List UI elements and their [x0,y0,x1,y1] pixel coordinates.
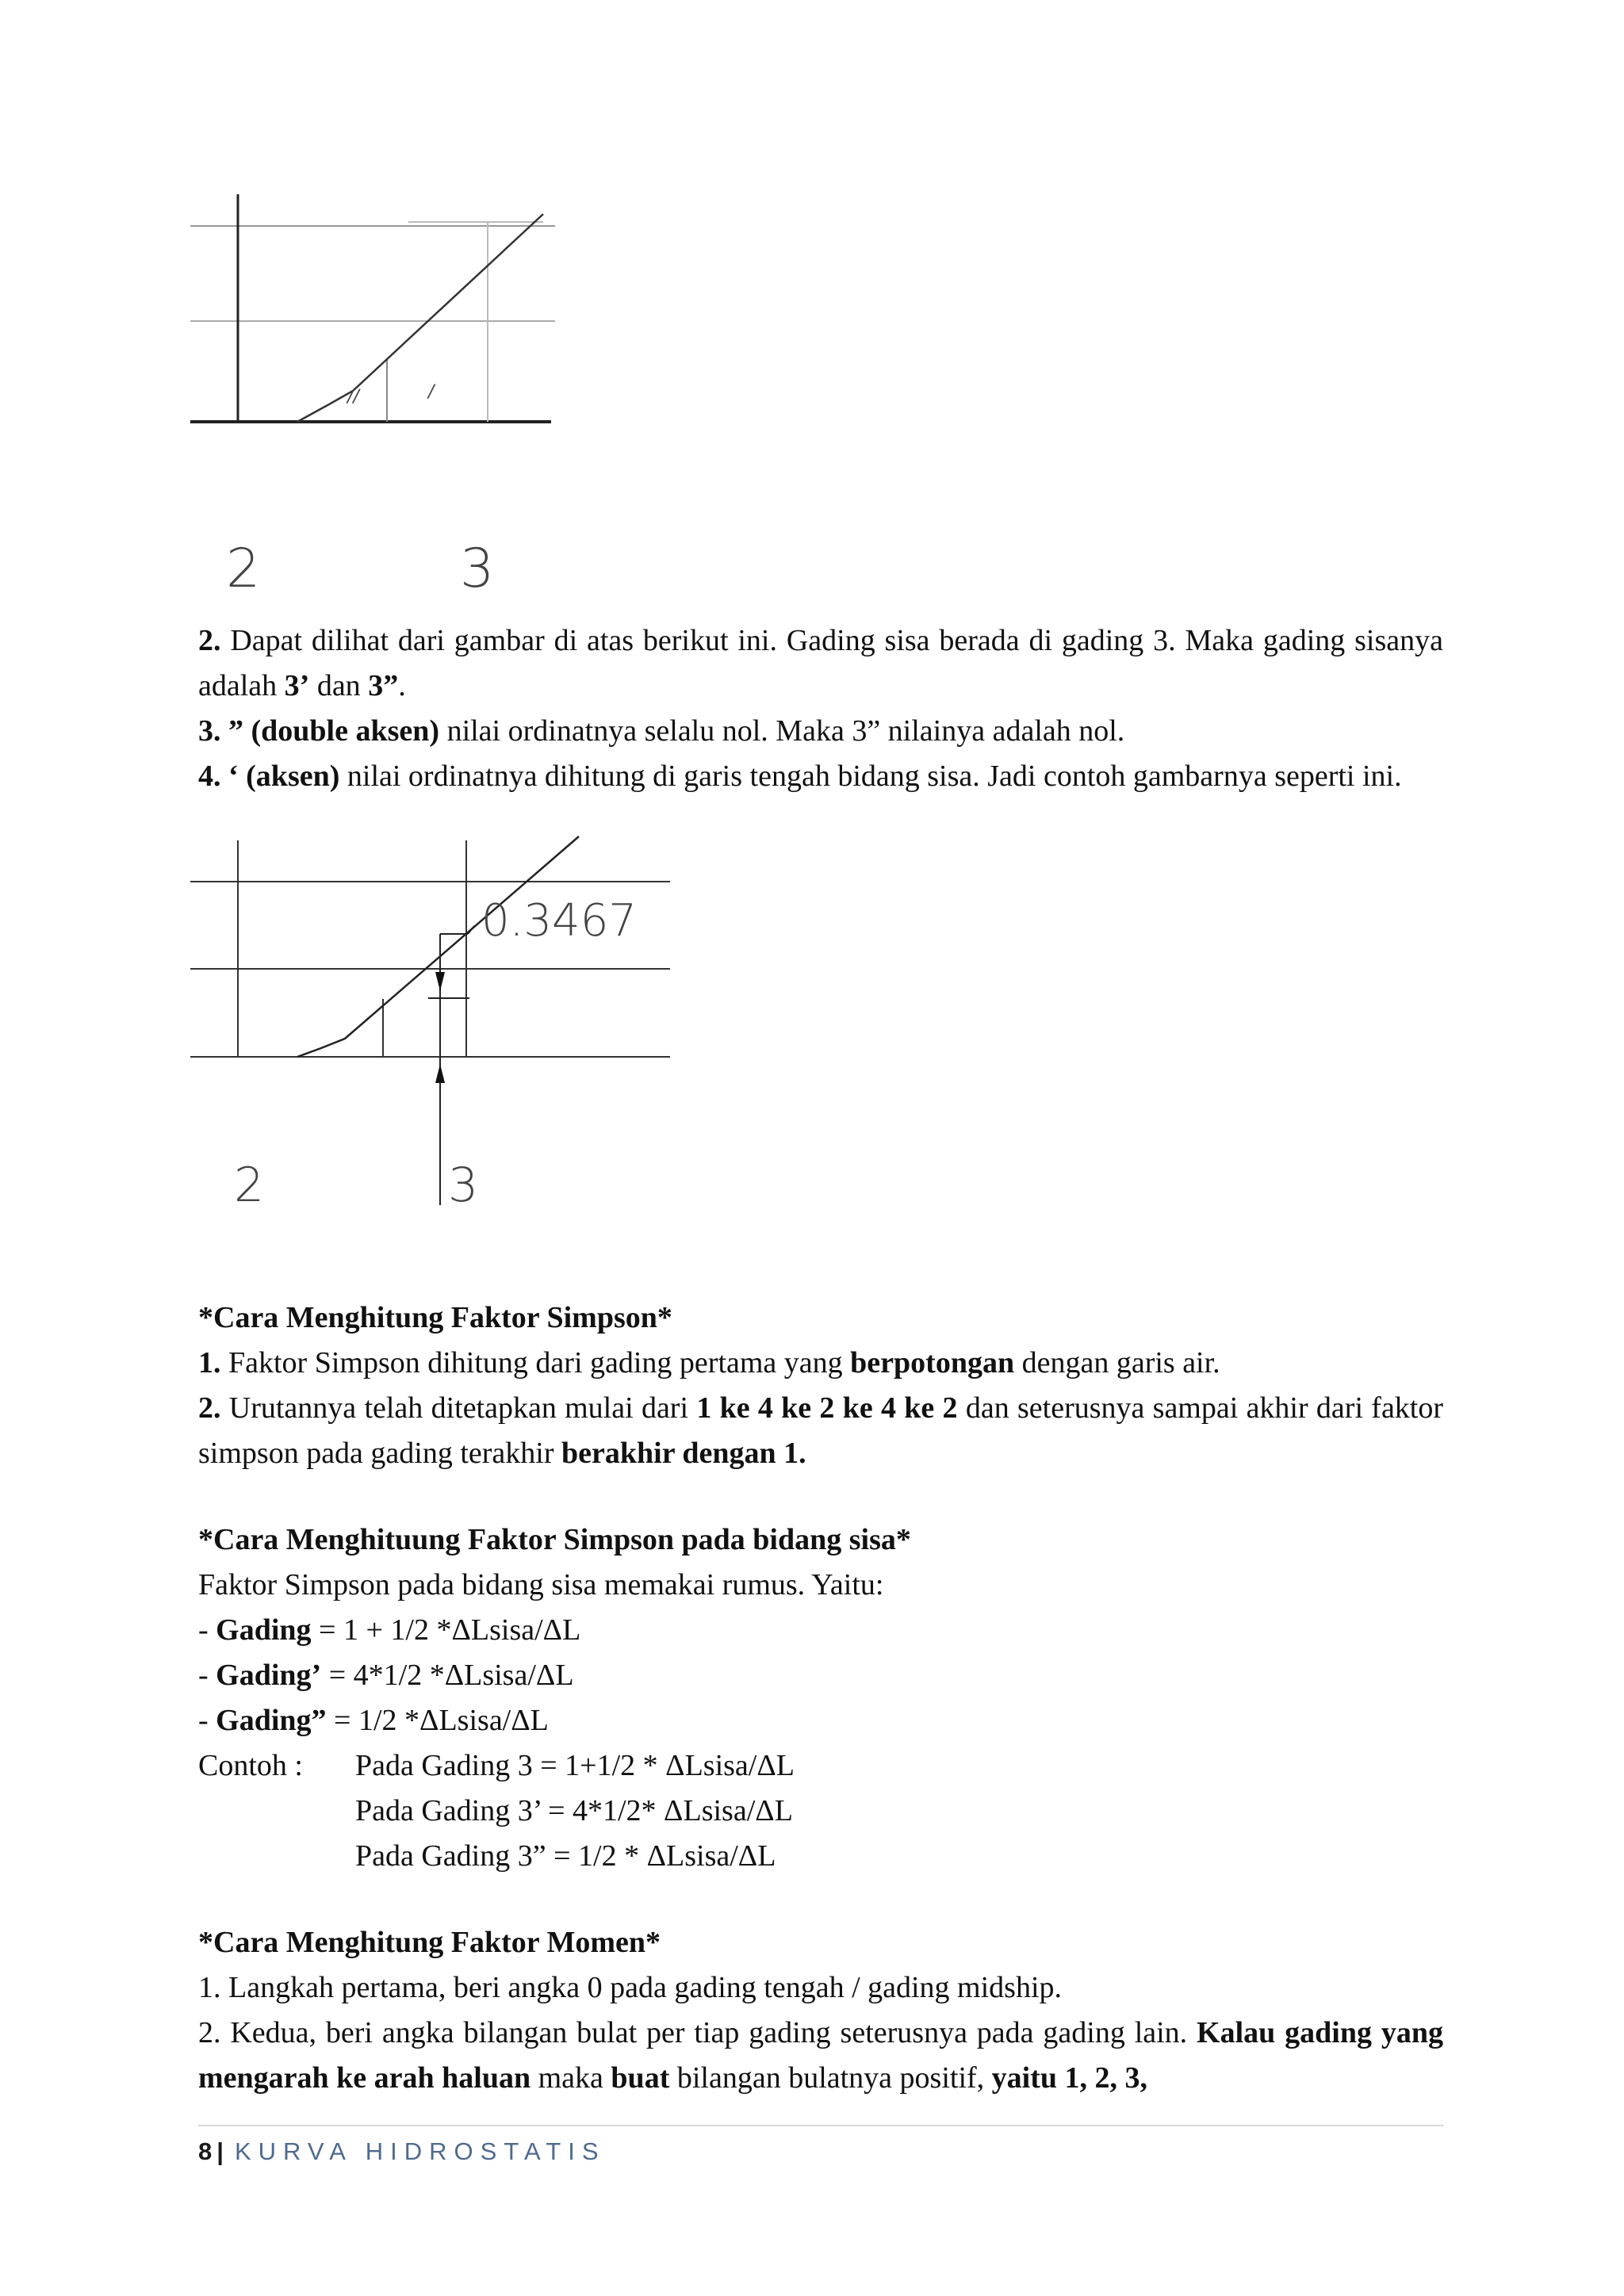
sisa-formulas [198,1608,1443,1743]
body-text: Dapat dilihat dari gambar di atas berikut ini. Gading sisa berada di gading 3. Maka gading sisanya adalah [198,624,1443,702]
page-footer [198,2125,1443,2166]
bold-text: ” (double aksen) [220,714,440,748]
formula-line [198,1608,1443,1653]
figure-sisa-diagram-1 [190,186,571,607]
footer-separator: | [216,2137,224,2165]
bold-text: berakhir dengan 1. [561,1437,806,1470]
body-text: dengan garis air. [1014,1346,1220,1380]
sisa-intro: Faktor Simpson pada bidang sisa memakai rumus. Yaitu: [198,1568,884,1601]
body-text: dan seterusnya sampai akhir dari faktor simpson pada gading terakhir [198,1391,1444,1470]
numbered-note [198,754,1443,799]
contoh-block [198,1743,1443,1879]
contoh-row [198,1834,1443,1879]
body-text: 2. Kedua, beri angka bilangan bulat per tiap gading seterusnya pada gading lain. [198,2016,1197,2049]
bold-text: berpotongan [850,1346,1015,1380]
contoh-row [198,1789,1443,1834]
body-text: Urutannya telah ditetapkan mulai dari [220,1391,697,1425]
formula-label: Gading’ [216,1659,322,1692]
numbered-note [198,709,1443,754]
formula-prefix: - [198,1613,216,1647]
page-number: 8 [198,2137,213,2165]
formula-expression: = 4*1/2 *ΔLsisa/ΔL [321,1659,574,1692]
main-text [198,1295,1443,2101]
item-number: 2. [198,624,221,657]
contoh-label: Contoh : [198,1749,303,1782]
body-text: . [398,669,406,702]
bold-text: yaitu 1, 2, 3, [991,2061,1148,2095]
contoh-label [198,1789,355,1834]
bold-text: 3” [368,669,399,702]
simpson-item [198,1386,1443,1476]
formula-prefix: - [198,1659,216,1692]
notes-list [198,618,1443,799]
bold-text: ‘ (aksen) [220,760,340,793]
simpson-item [198,1341,1443,1386]
bold-text: Kalau gading yang mengarah ke arah haluan [198,2016,1443,2095]
footer-divider [198,2125,1443,2126]
momen-item [198,1965,1443,2011]
bold-text: 1 ke 4 ke 2 ke 4 ke 2 [696,1391,958,1425]
heading-faktor-simpson-sisa: *Cara Menghituung Faktor Simpson pada bidang sisa* [198,1523,911,1556]
numbered-note [198,618,1443,709]
body-text: maka [530,2061,611,2095]
item-number: 3. [198,714,221,748]
item-number: 1. [198,1346,221,1380]
formula-expression: = 1 + 1/2 *ΔLsisa/ΔL [311,1613,581,1647]
body-text: bilangan bulatnya positif, [669,2061,992,2095]
momen-item [198,2011,1443,2101]
body-text: 1. Langkah pertama, beri angka 0 pada gading tengah / gading midship. [198,1971,1063,2004]
figure-sisa-diagram-2 [190,832,682,1229]
contoh-line: Pada Gading 3’ = 4*1/2* ΔLsisa/ΔL [355,1794,793,1827]
heading-faktor-momen: *Cara Menghitung Faktor Momen* [198,1926,661,1959]
station-label-3: 3 [448,1158,479,1213]
numbered-notes [198,618,1443,799]
formula-label: Gading [216,1613,312,1647]
contoh-label [198,1834,355,1879]
body-text: nilai ordinatnya selalu nol. Maka 3” nilainya adalah nol. [439,714,1125,748]
station-label-3: 3 [460,538,495,600]
formula-line [198,1698,1443,1743]
item-number: 4. [198,760,221,793]
contoh-row [198,1743,1443,1789]
contoh-line: Pada Gading 3 = 1+1/2 * ΔLsisa/ΔL [355,1749,795,1782]
formula-label: Gading” [216,1704,327,1737]
momen-items [198,1965,1443,2101]
footer-text [198,2137,1443,2166]
contoh-line: Pada Gading 3” = 1/2 * ΔLsisa/ΔL [355,1839,776,1873]
tick-mark-single: / [428,382,435,402]
tick-mark-double: // [347,387,359,407]
item-number: 2. [198,1391,221,1425]
body-text: Faktor Simpson dihitung dari gading pertama yang [220,1346,851,1380]
body-text: nilai ordinatnya dihitung di garis tengah bidang sisa. Jadi contoh gambarnya seperti ini. [339,760,1402,793]
station-label-2: 2 [226,538,261,600]
bold-text: buat [611,2061,670,2095]
formula-expression: = 1/2 *ΔLsisa/ΔL [326,1704,549,1737]
document-title: KURVA HIDROSTATIS [234,2137,606,2165]
dimension-value-label: 0.3467 [481,895,637,947]
station-label-2: 2 [234,1158,265,1213]
heading-faktor-simpson: *Cara Menghitung Faktor Simpson* [198,1301,672,1334]
body-text: dan [309,669,369,702]
formula-prefix: - [198,1704,216,1737]
formula-line [198,1653,1443,1698]
bold-text: 3’ [284,669,310,702]
simpson-items [198,1341,1443,1476]
